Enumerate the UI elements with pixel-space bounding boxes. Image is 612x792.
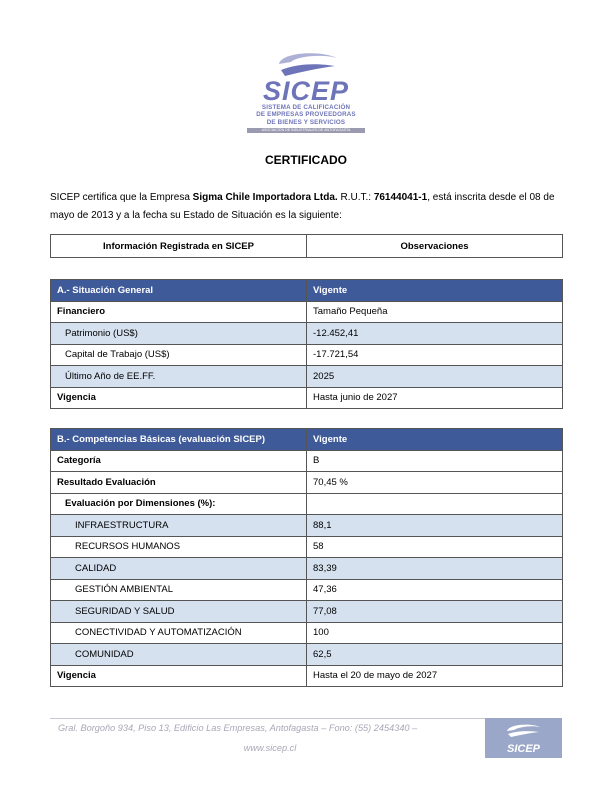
row-label: Patrimonio (US$) [51,323,307,345]
row-label: Resultado Evaluación [51,472,307,494]
dimension-label: GESTIÓN AMBIENTAL [51,579,307,601]
table-row [51,515,563,537]
logo-line-2: DE EMPRESAS PROVEEDORAS [256,111,356,119]
row-label: Último Año de EE.FF. [51,366,307,388]
section-a-status: Vigente [307,280,563,302]
header-col-info: Información Registrada en SICEP [51,235,307,258]
row-value: -17.721,54 [307,344,563,366]
table-row [51,366,563,388]
section-b-table [50,428,563,687]
dimension-label: RECURSOS HUMANOS [51,536,307,558]
section-a-title: A.- Situación General [51,280,307,302]
row-label: Financiero [51,301,307,323]
dimension-value: 58 [307,536,563,558]
company-rut: 76144041-1 [373,192,428,203]
footer-logo-text: SICEP [506,743,540,755]
section-b-title: B.- Competencias Básicas (evaluación SICEP) [51,429,307,451]
page-title: CERTIFICADO [265,153,347,167]
dimension-value: 83,39 [307,558,563,580]
dimension-label: SEGURIDAD Y SALUD [51,601,307,623]
table-row [51,387,563,409]
row-value: Hasta junio de 2027 [307,387,563,409]
logo-association-bar: ASOCIACIÓN DE INDUSTRIALES DE ANTOFAGASTA [247,128,365,133]
row-value: -12.452,41 [307,323,563,345]
dimension-label: INFRAESTRUCTURA [51,515,307,537]
logo-line-1: SISTEMA DE CALIFICACIÓN [261,104,351,111]
logo-wordmark: SICEP [262,76,350,106]
swoosh-icon [503,723,543,739]
table-row [51,644,563,666]
table-row [51,536,563,558]
dimension-value: 62,5 [307,644,563,666]
row-label: Evaluación por Dimensiones (%): [51,493,307,515]
dimension-value: 77,08 [307,601,563,623]
table-row [51,558,563,580]
row-value: 70,45 % [307,472,563,494]
section-b-status: Vigente [307,429,563,451]
section-header-row [51,280,563,302]
dimension-value: 100 [307,622,563,644]
footer-address: Gral. Borgoño 934, Piso 13, Edificio Las Empresas, Antofagasta – Fono: (55) 2454340 – [58,723,418,733]
intro-text-3: , está inscrita desde el 08 de mayo de 2013 y a la fecha su Estado de Situación es la siguiente: [50,192,555,221]
footer-website: www.sicep.cl [243,743,297,753]
intro-text-2: R.U.T.: [337,192,374,203]
row-label: Categoría [51,450,307,472]
table-row [51,301,563,323]
row-value: Hasta el 20 de mayo de 2027 [307,665,563,687]
logo-line-3: DE BIENES Y SERVICIOS [266,118,346,126]
table-row [51,450,563,472]
row-value: 2025 [307,366,563,388]
row-label: Vigencia [51,665,307,687]
intro-text-1: SICEP certifica que la Empresa [50,192,193,203]
row-value [307,493,563,515]
table-row [51,601,563,623]
header-col-observaciones: Observaciones [307,235,563,258]
dimension-label: CONECTIVIDAD Y AUTOMATIZACIÓN [51,622,307,644]
row-value: B [307,450,563,472]
dimension-label: COMUNIDAD [51,644,307,666]
dimension-value: 47,36 [307,579,563,601]
company-name: Sigma Chile Importadora Ltda. [192,192,338,203]
table-row [51,665,563,687]
row-value: Tamaño Pequeña [307,301,563,323]
dimension-label: CALIDAD [51,558,307,580]
section-a-table [50,279,563,409]
table-row [51,493,563,515]
section-header-row [51,429,563,451]
row-label: Vigencia [51,387,307,409]
table-row [51,622,563,644]
sicep-logo [236,50,376,146]
table-row [51,323,563,345]
intro-paragraph [50,189,562,225]
table-row [51,579,563,601]
header-table [50,234,563,258]
page-footer [50,718,562,762]
footer-logo [485,718,562,758]
table-row [51,472,563,494]
row-label: Capital de Trabajo (US$) [51,344,307,366]
dimension-value: 88,1 [307,515,563,537]
table-row [51,344,563,366]
